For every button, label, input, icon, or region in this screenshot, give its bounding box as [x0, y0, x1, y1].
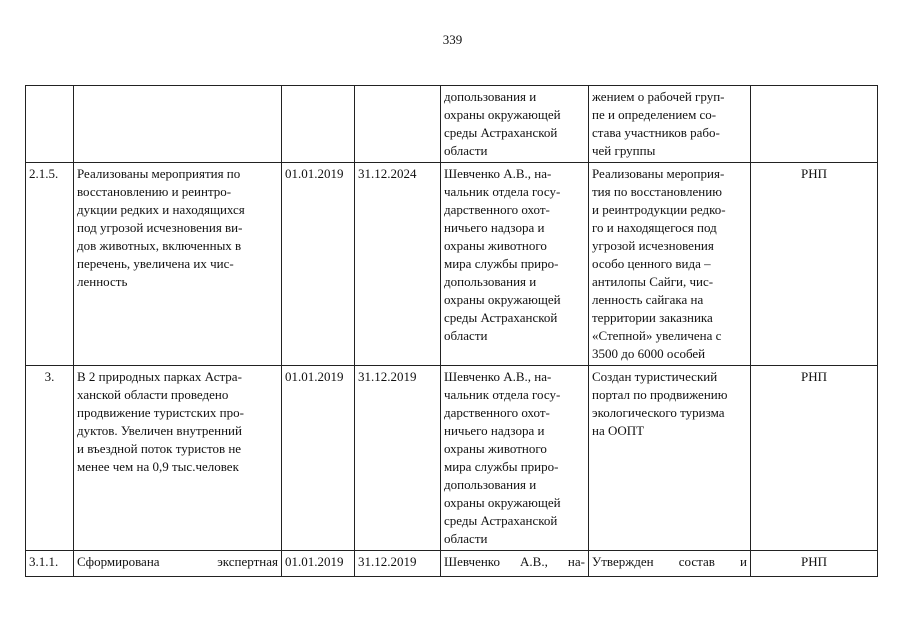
- table-row: [26, 366, 878, 551]
- row-number: 2.1.5.: [26, 163, 74, 366]
- events-table: [25, 85, 878, 577]
- row-status: РНП: [751, 163, 878, 366]
- row-responsible: Шевченко А.В., на- чальник отдела госу- дарственного охот- ничьего надзора и охраны животного мира службы приро- допользования и охраны окружающей среды Астраханской области: [441, 163, 589, 366]
- row-status: [751, 86, 878, 163]
- row-result: Реализованы мероприя- тия по восстановлению и реинтродукции редко- го и находящегося под угрозой исчезновения особо ценного вида – антилопы Сайги, чис- ленность сайгака на территории заказника «Степной» увеличена с 3500 до 6000 особей: [589, 163, 751, 366]
- page-number: 339: [442, 32, 463, 47]
- row-result: жением о рабочей груп- пе и определением со- става участников рабо- чей группы: [589, 86, 751, 163]
- row-end-date: [355, 86, 441, 163]
- row-responsible: Шевченко А.В., на-: [441, 551, 589, 577]
- row-number: [26, 86, 74, 163]
- row-status: РНП: [751, 551, 878, 577]
- row-end-date: 31.12.2019: [355, 366, 441, 551]
- row-number: 3.1.1.: [26, 551, 74, 577]
- row-description: В 2 природных парках Астра- ханской области проведено продвижение туристских про- дуктов. Увеличен внутренний и въездной поток туристов не менее чем на 0,9 тыс.человек: [74, 366, 282, 551]
- row-end-date: 31.12.2019: [355, 551, 441, 577]
- table-row: [26, 86, 878, 163]
- row-start-date: 01.01.2019: [282, 163, 355, 366]
- row-result: Утвержден состав и: [589, 551, 751, 577]
- row-end-date: 31.12.2024: [355, 163, 441, 366]
- row-status: РНП: [751, 366, 878, 551]
- row-start-date: 01.01.2019: [282, 366, 355, 551]
- row-start-date: 01.01.2019: [282, 551, 355, 577]
- table-row: [26, 551, 878, 577]
- row-responsible: допользования и охраны окружающей среды Астраханской области: [441, 86, 589, 163]
- row-description: Сформирована экспертная: [74, 551, 282, 577]
- row-responsible: Шевченко А.В., на- чальник отдела госу- дарственного охот- ничьего надзора и охраны животного мира службы приро- допользования и охраны окружающей среды Астраханской области: [441, 366, 589, 551]
- row-number: 3.: [26, 366, 74, 551]
- row-description: [74, 86, 282, 163]
- row-start-date: [282, 86, 355, 163]
- row-description: Реализованы мероприятия по восстановлению и реинтро- дукции редких и находящихся под угрозой исчезновения ви- дов животных, включенных в перечень, увеличена их чис- ленность: [74, 163, 282, 366]
- row-result: Создан туристический портал по продвижению экологического туризма на ООПТ: [589, 366, 751, 551]
- table-row: [26, 163, 878, 366]
